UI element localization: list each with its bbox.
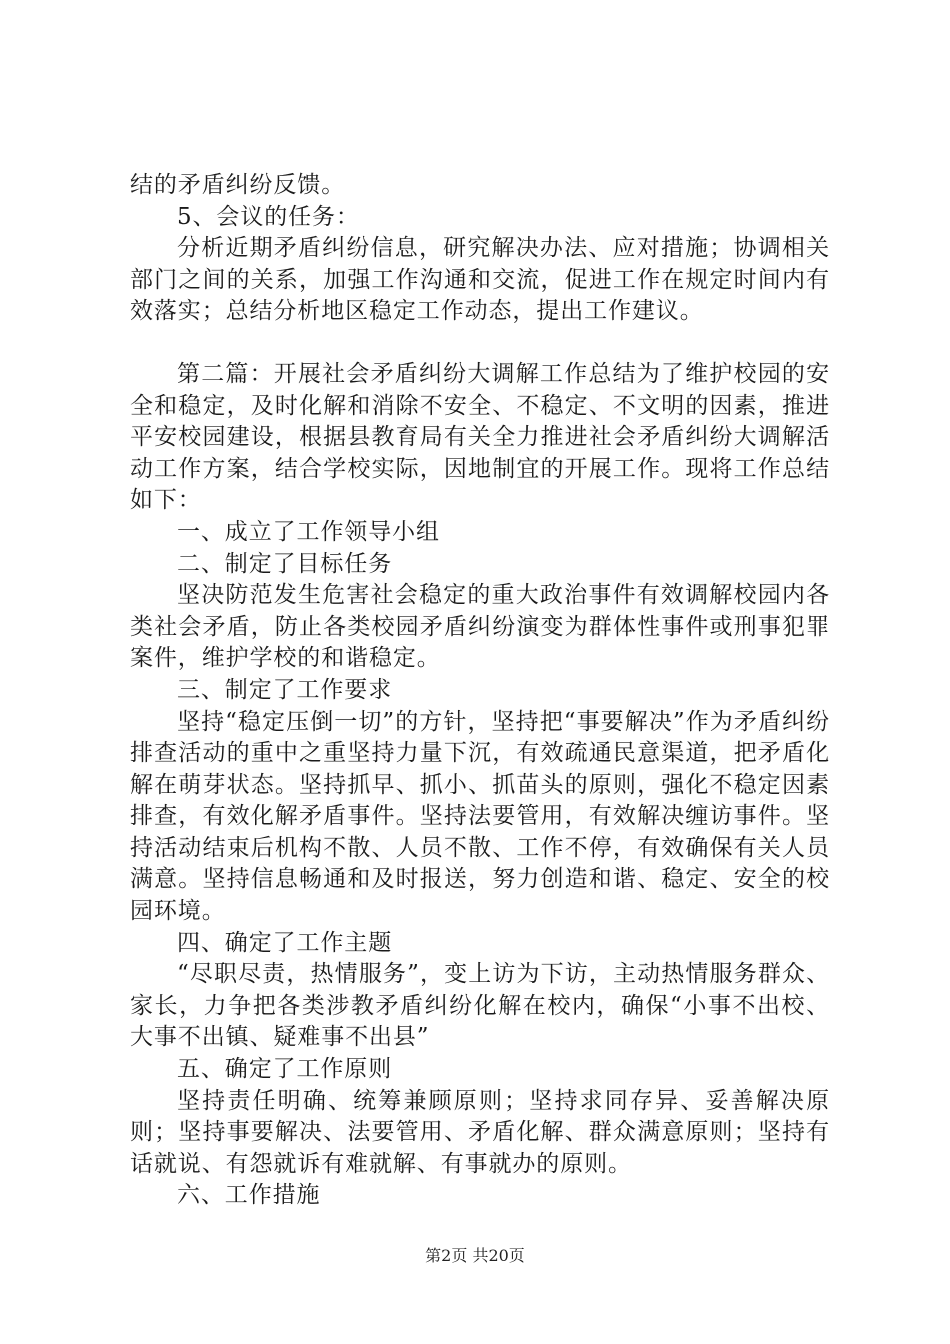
section-heading: 一、成立了工作领导小组 — [177, 518, 440, 545]
document-body — [130, 170, 830, 1212]
paragraph: 分析近期矛盾纠纷信息，研究解决办法、应对措施；协调相关部门之间的关系，加强工作沟通和交流，促进工作在规定时间内有效落实；总结分析地区稳定工作动态，提出工作建议。 — [130, 235, 830, 325]
paragraph: 坚持责任明确、统筹兼顾原则；坚持求同存异、妥善解决原则；坚持事要解决、法要管用、矛盾化解、群众满意原则；坚持有话就说、有怨就诉有难就解、有事就办的原则。 — [130, 1087, 830, 1177]
page-number-footer: 第2页 共20页 — [425, 1246, 525, 1265]
paragraph: 坚持“稳定压倒一切”的方针，坚持把“事要解决”作为矛盾纠纷排查活动的重中之重坚持力量下沉，有效疏通民意渠道，把矛盾化解在萌芽状态。坚持抓早、抓小、抓苗头的原则，强化不稳定因素排查，有效化解矛盾事件。坚持法要管用，有效解决缠访事件。坚持活动结束后机构不散、人员不散、工作不停，有效确保有关人员满意。坚持信息畅通和及时报送，努力创造和谐、稳定、安全的校园环境。 — [130, 708, 830, 925]
section-heading: 三、制定了工作要求 — [177, 676, 393, 703]
chapter-intro-paragraph: 第二篇：开展社会矛盾纠纷大调解工作总结为了维护校园的安全和稳定，及时化解和消除不安全、不稳定、不文明的因素，推进平安校园建设，根据县教育局有关全力推进社会矛盾纠纷大调解活动工作方案，结合学校实际，因地制宜的开展工作。现将工作总结如下： — [130, 360, 830, 514]
section-heading: 5、会议的任务： — [177, 203, 360, 230]
paragraph: “尽职尽责，热情服务”，变上访为下访，主动热情服务群众、家长，力争把各类涉教矛盾纠纷化解在校内，确保“小事不出校、大事不出镇、疑难事不出县” — [130, 961, 830, 1051]
paragraph: 结的矛盾纠纷反馈。 — [130, 172, 346, 198]
paragraph-gap — [130, 328, 830, 359]
section-heading: 六、工作措施 — [177, 1182, 321, 1209]
section-heading: 二、制定了目标任务 — [177, 550, 393, 577]
paragraph: 坚决防范发生危害社会稳定的重大政治事件有效调解校园内各类社会矛盾，防止各类校园矛盾纠纷演变为群体性事件或刑事犯罪案件，维护学校的和谐稳定。 — [130, 582, 830, 672]
section-heading: 四、确定了工作主题 — [177, 929, 393, 956]
section-heading: 五、确定了工作原则 — [177, 1056, 393, 1083]
